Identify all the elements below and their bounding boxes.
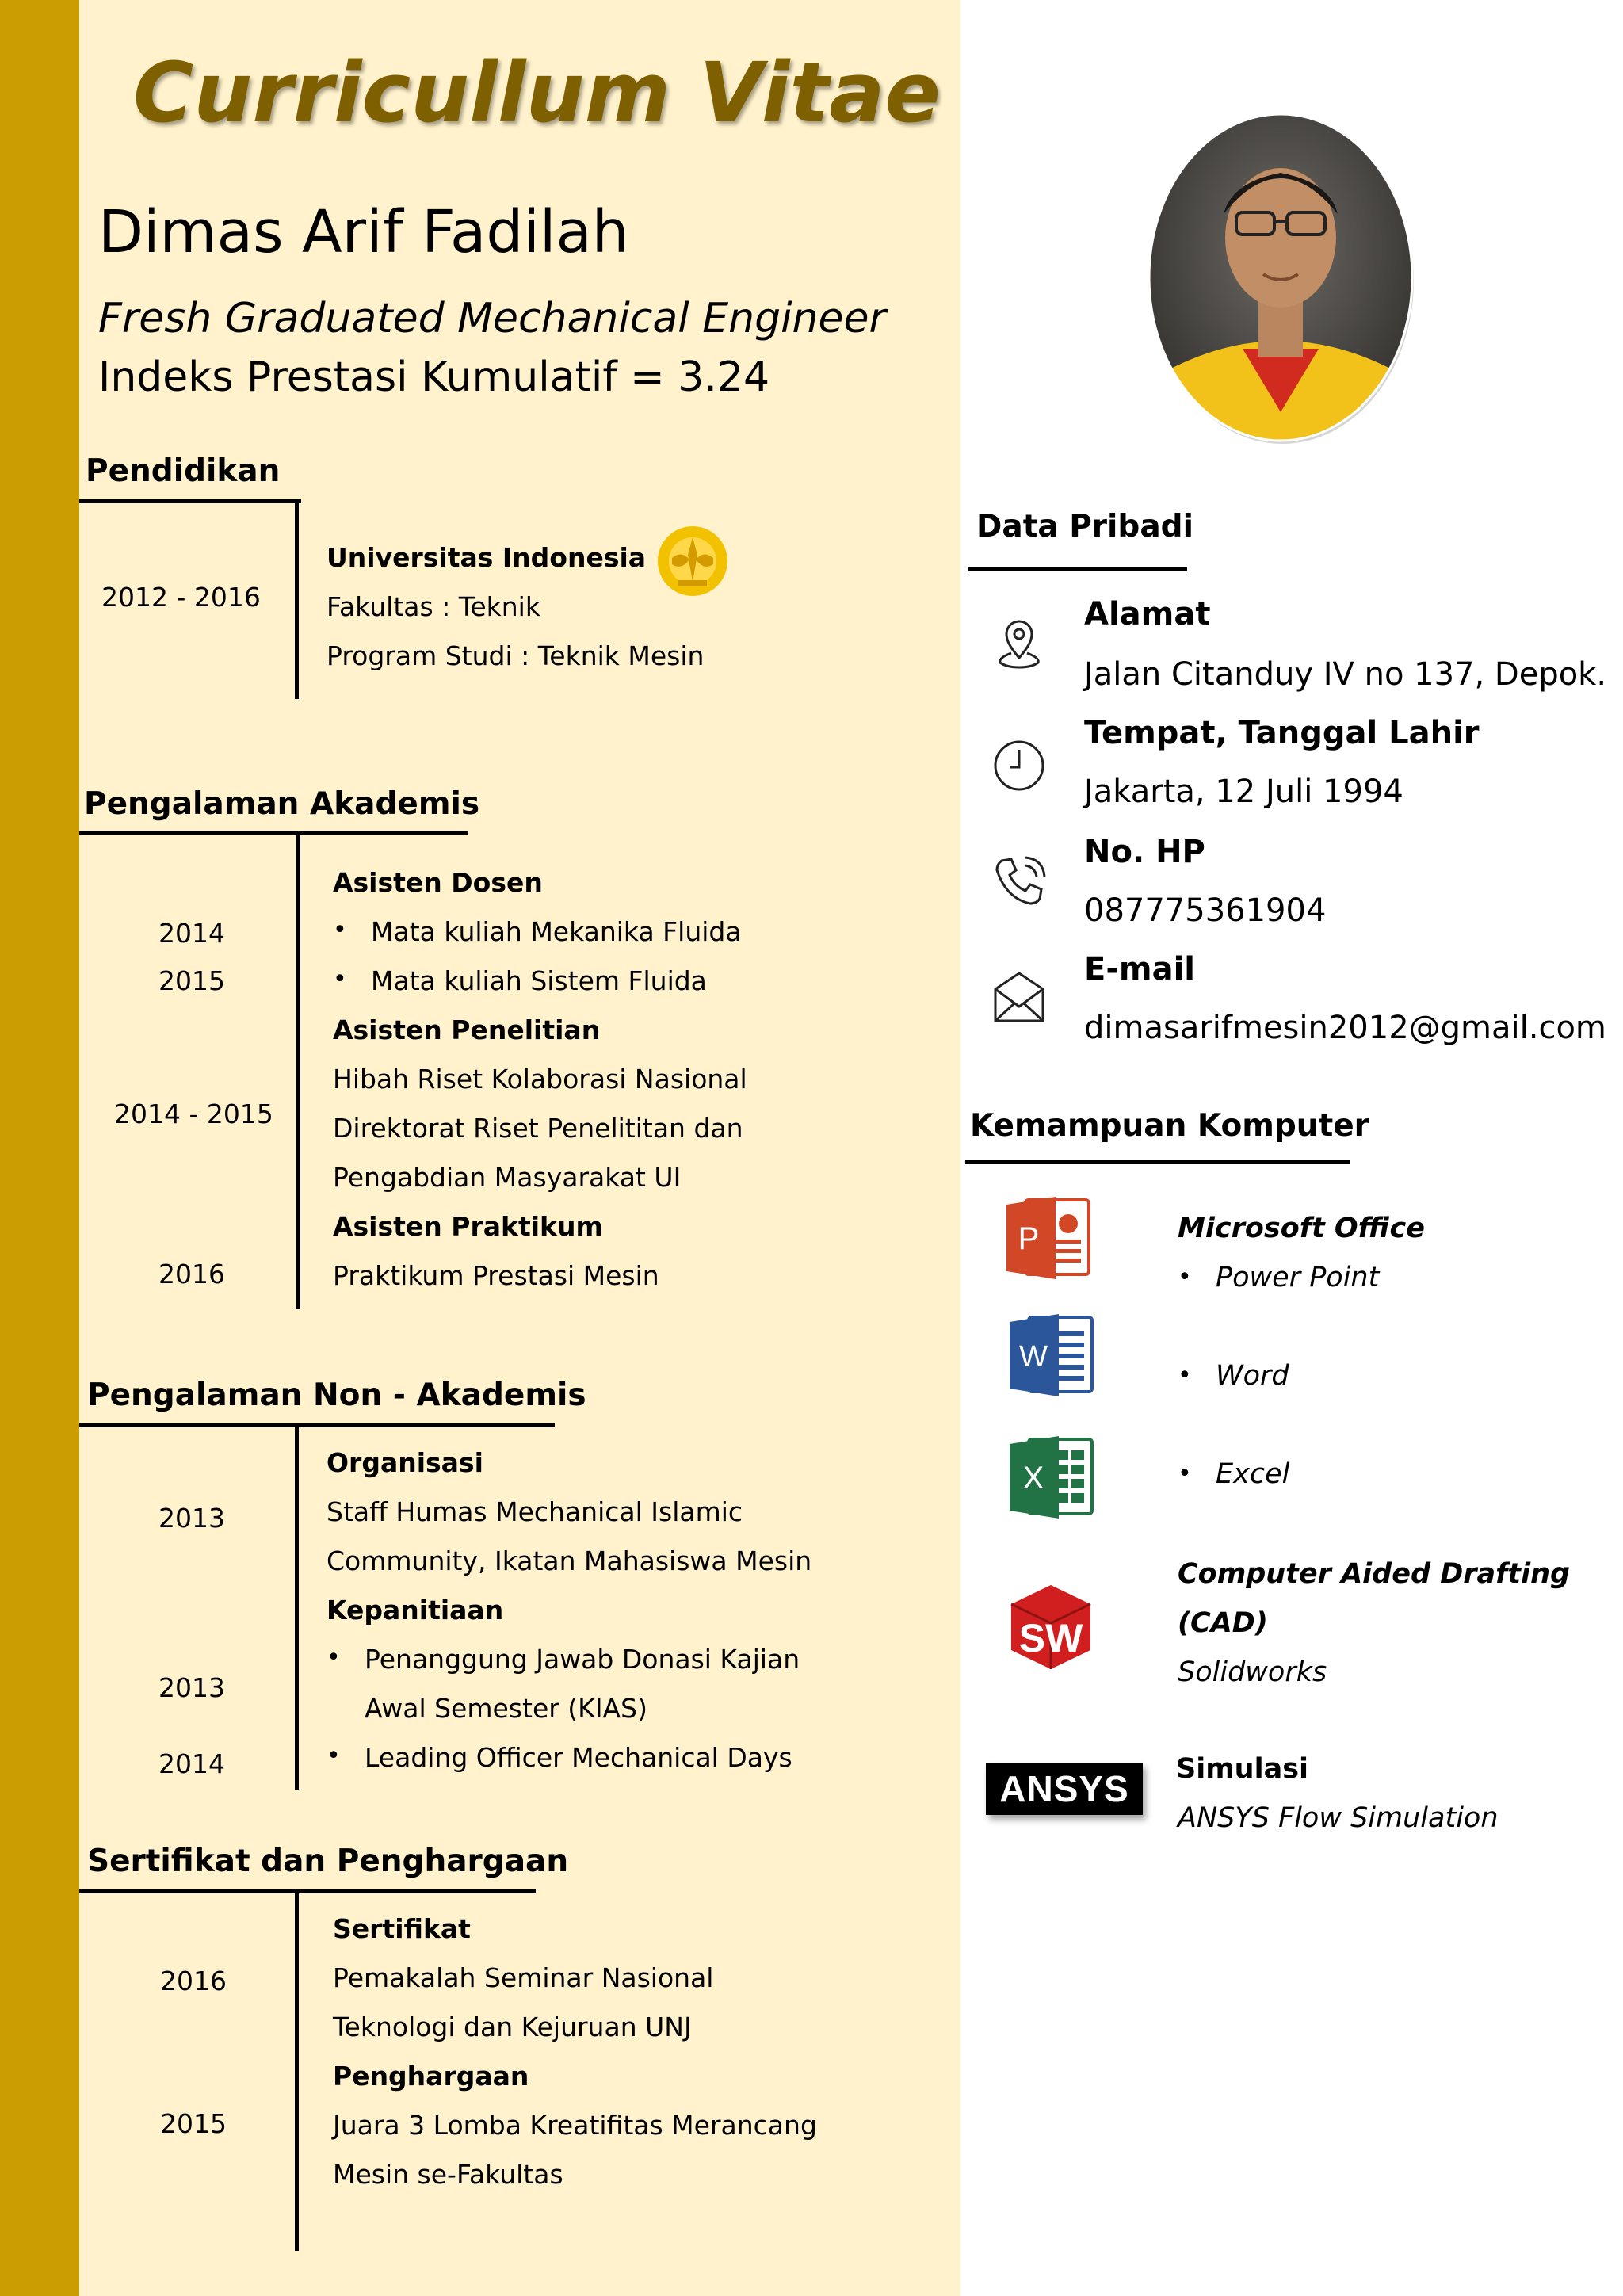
excel-letter: X (1022, 1461, 1044, 1496)
education-heading: Pendidikan (86, 453, 281, 489)
bullet: • (327, 1644, 341, 1671)
clock-icon (991, 737, 1048, 794)
education-year: 2012 - 2016 (101, 582, 261, 613)
birth-label: Tempat, Tanggal Lahir (1084, 715, 1480, 751)
education-timeline (295, 499, 299, 699)
asisten-penelitian-title: Asisten Penelitian (333, 1014, 601, 1045)
penghargaan-title: Penghargaan (333, 2061, 529, 2092)
certificates-timeline (295, 1889, 299, 2251)
academic-year: 2014 (158, 918, 225, 949)
phone-label: No. HP (1084, 834, 1205, 870)
nonacademic-timeline (295, 1423, 299, 1790)
birth-value: Jakarta, 12 Juli 1994 (1084, 774, 1403, 810)
academic-year: 2015 (158, 965, 225, 996)
certificates-heading: Sertifikat dan Penghargaan (87, 1843, 569, 1879)
nonacademic-heading: Pengalaman Non - Akademis (87, 1377, 586, 1413)
powerpoint-icon (1005, 1194, 1094, 1282)
skills-underline (965, 1160, 1350, 1164)
phone-icon (991, 853, 1048, 910)
certificate-year: 2016 (160, 1966, 227, 1996)
personal-underline (968, 567, 1187, 571)
bullet: • (1178, 1263, 1192, 1291)
cad-title: Computer Aided Drafting (1178, 1558, 1571, 1590)
gold-side-bar (0, 0, 79, 2296)
address-value: Jalan Citanduy IV no 137, Depok. (1084, 656, 1607, 693)
award-line: Mesin se-Fakultas (333, 2159, 563, 2190)
person-name: Dimas Arif Fadilah (98, 198, 629, 266)
office-item: Power Point (1216, 1262, 1380, 1293)
ansys-logo-text: ANSYS (999, 1768, 1129, 1809)
profile-photo (1148, 111, 1414, 452)
award-line: Juara 3 Lomba Kreatifitas Merancang (333, 2110, 817, 2141)
research-line: Hibah Riset Kolaborasi Nasional (333, 1064, 747, 1095)
email-value: dimasarifmesin2012@gmail.com (1084, 1010, 1606, 1046)
kepanitiaan-line: Awal Semester (KIAS) (365, 1693, 647, 1724)
kepanitiaan-title: Kepanitiaan (327, 1595, 504, 1626)
university-logo-icon (655, 523, 731, 599)
academic-year: 2014 - 2015 (114, 1098, 273, 1129)
academic-heading: Pengalaman Akademis (84, 786, 480, 822)
academic-underline (79, 831, 468, 835)
simulasi-item: ANSYS Flow Simulation (1178, 1802, 1499, 1834)
organisasi-title: Organisasi (327, 1447, 483, 1478)
kepanitiaan-line: Leading Officer Mechanical Days (365, 1742, 792, 1773)
certificate-line: Teknologi dan Kejuruan UNJ (333, 2011, 692, 2042)
nonacademic-year: 2013 (158, 1503, 225, 1534)
academic-year: 2016 (158, 1259, 225, 1289)
page-title: Curricullum Vitae (133, 44, 941, 141)
email-label: E-mail (1084, 951, 1196, 988)
praktikum-line: Praktikum Prestasi Mesin (333, 1260, 659, 1291)
nonacademic-year: 2013 (158, 1672, 225, 1703)
bullet: • (1178, 1460, 1192, 1488)
nonacademic-underline (79, 1423, 555, 1427)
faculty: Fakultas : Teknik (327, 591, 540, 622)
phone-value: 087775361904 (1084, 892, 1327, 929)
location-pin-icon (991, 615, 1048, 672)
solidworks-icon (1003, 1577, 1098, 1672)
sertifikat-title: Sertifikat (333, 1913, 471, 1944)
gpa: Indeks Prestasi Kumulatif = 3.24 (98, 353, 770, 401)
research-line: Direktorat Riset Penelititan dan (333, 1113, 743, 1144)
certificates-underline (79, 1889, 536, 1893)
word-icon (1008, 1311, 1097, 1400)
asisten-praktikum-title: Asisten Praktikum (333, 1211, 603, 1242)
address-label: Alamat (1084, 596, 1211, 632)
organisasi-line: Community, Ikatan Mahasiswa Mesin (327, 1545, 812, 1576)
solidworks-letters: SW (1018, 1616, 1083, 1660)
office-title: Microsoft Office (1178, 1213, 1425, 1244)
excel-icon (1008, 1433, 1097, 1522)
left-panel (79, 0, 960, 2296)
study-program: Program Studi : Teknik Mesin (327, 640, 705, 671)
certificate-line: Pemakalah Seminar Nasional (333, 1962, 714, 1993)
university-name: Universitas Indonesia (327, 542, 647, 573)
personal-heading: Data Pribadi (976, 509, 1193, 544)
organisasi-line: Staff Humas Mechanical Islamic (327, 1496, 743, 1527)
bullet: • (1178, 1362, 1192, 1389)
nonacademic-year: 2014 (158, 1748, 225, 1779)
academic-timeline (296, 831, 300, 1309)
office-item: Excel (1216, 1458, 1290, 1490)
asisten-dosen-title: Asisten Dosen (333, 867, 543, 898)
award-year: 2015 (160, 2108, 227, 2139)
powerpoint-letter: P (1018, 1221, 1040, 1256)
person-role: Fresh Graduated Mechanical Engineer (98, 295, 886, 342)
bullet: • (333, 916, 347, 944)
skills-heading: Kemampuan Komputer (970, 1108, 1369, 1144)
bullet: • (327, 1742, 341, 1770)
bullet: • (333, 965, 347, 993)
education-underline (79, 499, 301, 503)
envelope-icon (991, 968, 1048, 1026)
ansys-logo (986, 1763, 1143, 1815)
word-letter: W (1019, 1340, 1048, 1373)
course-item: Mata kuliah Mekanika Fluida (371, 916, 742, 947)
simulasi-title: Simulasi (1176, 1753, 1309, 1785)
cad-title-2: (CAD) (1178, 1607, 1268, 1639)
cad-item: Solidworks (1178, 1656, 1327, 1688)
office-item: Word (1216, 1360, 1289, 1392)
course-item: Mata kuliah Sistem Fluida (371, 965, 707, 996)
research-line: Pengabdian Masyarakat UI (333, 1162, 682, 1193)
kepanitiaan-line: Penanggung Jawab Donasi Kajian (365, 1644, 800, 1675)
